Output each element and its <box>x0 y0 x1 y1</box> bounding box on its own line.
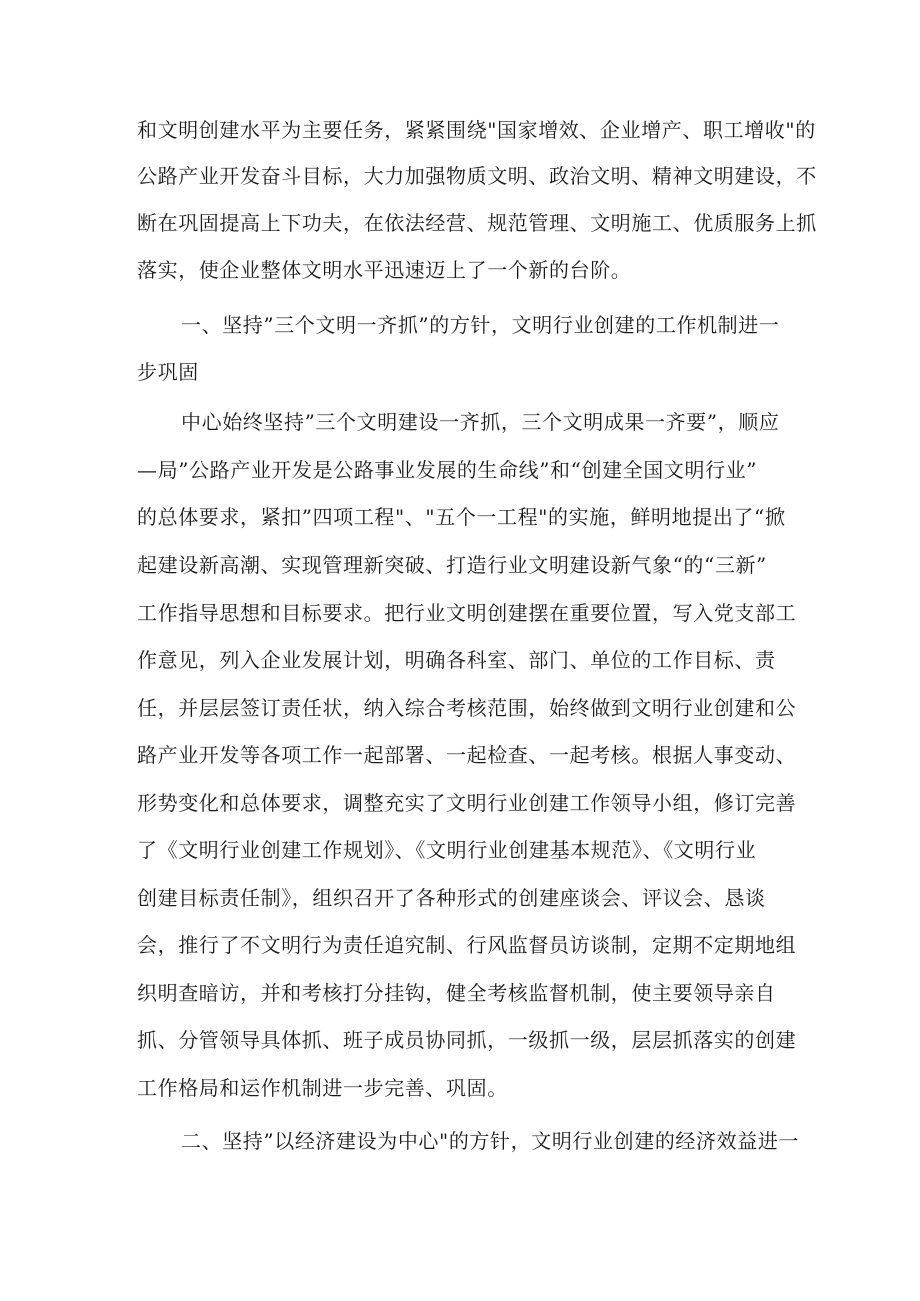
section-heading-2-line-1: 二、坚持”以经济建设为中心"的方针，文明行业创建的经济效益进一 <box>181 1129 800 1153</box>
text-line: 作意见，列入企业发展计划，明确各科室、部门、单位的工作目标、责 <box>137 648 776 672</box>
text-line: 抓、分管领导具体抓、班子成员协同抓，一级抓一级，层层抓落实的创建 <box>137 1028 797 1052</box>
text-line: 了《文明行业创建工作规划》、《文明行业创建基本规范》、《文明行业 <box>137 838 757 862</box>
section-heading-1-line-1: 一、坚持”三个文明一齐抓”的方针，文明行业创建的工作机制进一 <box>181 313 780 337</box>
text-line: 工作指导思想和目标要求。把行业文明创建摆在重要位置，写入党支部工 <box>137 601 797 625</box>
text-line: 创建目标责任制》，组织召开了各种形式的创建座谈会、评议会、恳谈 <box>137 886 766 910</box>
text-line: 会，推行了不文明行为责任追究制、行风监督员访谈制，定期不定期地组 <box>137 933 797 957</box>
text-line: —局”公路产业开发是公路事业发展的生命线”和“创建全国文明行业” <box>137 458 758 482</box>
text-line: 形势变化和总体要求，调整充实了文明行业创建工作领导小组，修订完善 <box>137 791 797 815</box>
text-line: 任，并层层签订责任状，纳入综合考核范围，始终做到文明行业创建和公 <box>137 696 797 720</box>
text-line: 公路产业开发奋斗目标，大力加强物质文明、政治文明、精神文明建设，不 <box>137 164 817 188</box>
text-line: 中心始终坚持”三个文明建设一齐抓，三个文明成果一齐要”，顺应 <box>181 410 780 434</box>
text-line: 路产业开发等各项工作一起部署、一起检查、一起考核。根据人事变动、 <box>137 743 797 767</box>
text-line: 的总体要求，紧扣”四项工程"、"五个一工程"的实施，鲜明地提出了“掀 <box>137 505 786 529</box>
text-line: 断在巩固提高上下功夫，在依法经营、规范管理、文明施工、优质服务上抓 <box>137 211 817 235</box>
text-line: 和文明创建水平为主要任务，紧紧围绕"国家增效、企业增产、职工增收"的 <box>137 118 816 142</box>
text-line: 织明查暗访，并和考核打分挂钩，健全考核监督机制，使主要领导亲自 <box>137 981 776 1005</box>
text-line: 工作格局和运作机制进一步完善、巩固。 <box>137 1076 508 1100</box>
text-line: 起建设新高潮、实现管理新突破、打造行业文明建设新气象“的“三新” <box>137 553 767 577</box>
text-line: 落实，使企业整体文明水平迅速迈上了一个新的台阶。 <box>137 258 632 282</box>
section-heading-1-line-2: 步巩固 <box>137 360 199 384</box>
